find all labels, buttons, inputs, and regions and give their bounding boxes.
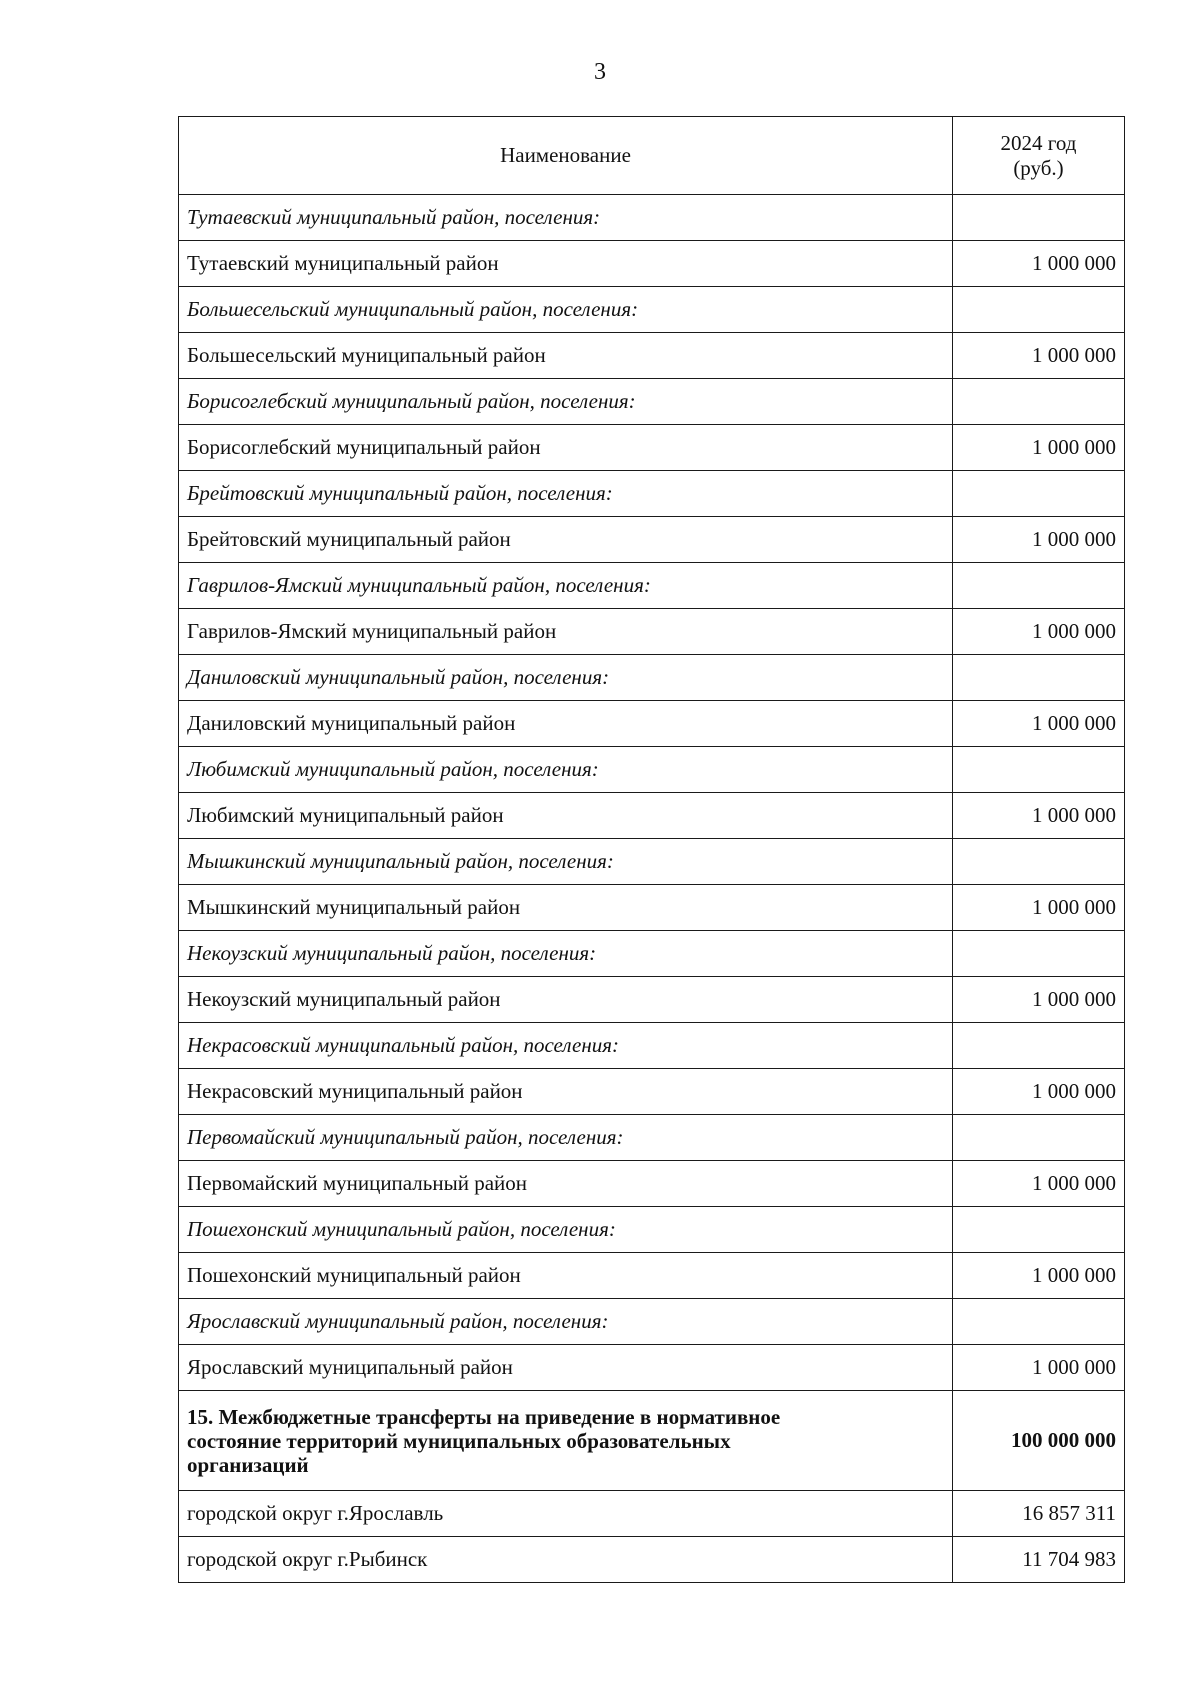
header-unit: (руб.) [1013,155,1064,180]
amount-cell [953,471,1125,517]
district-name: Некрасовский муниципальный район [179,1069,953,1115]
district-name: Пошехонский муниципальный район [179,1253,953,1299]
table-subheader-row [179,1299,1125,1345]
section-15 [179,1391,1125,1491]
amount-cell [953,379,1125,425]
district-group-label: Большесельский муниципальный район, поселения: [179,287,953,333]
table-row [179,1345,1125,1391]
table-subheader-row [179,379,1125,425]
amount-cell: 1 000 000 [953,793,1125,839]
district-name: Некоузский муниципальный район [179,977,953,1023]
table-row [179,425,1125,471]
amount-cell: 1 000 000 [953,1161,1125,1207]
district-group-label: Борисоглебский муниципальный район, поселения: [179,379,953,425]
section-15-title-line-1: 15. Межбюджетные трансферты на приведение в нормативное [187,1404,781,1429]
table-row [179,1069,1125,1115]
table-body [179,195,1125,1391]
header-value [953,117,1125,195]
amount-cell: 1 000 000 [953,425,1125,471]
table-row [179,241,1125,287]
district-name: Тутаевский муниципальный район [179,241,953,287]
table-row [179,1491,1125,1537]
district-name: Мышкинский муниципальный район [179,885,953,931]
page-number: 3 [594,59,606,85]
amount-cell: 1 000 000 [953,701,1125,747]
district-name: Большесельский муниципальный район [179,333,953,379]
amount-cell: 1 000 000 [953,333,1125,379]
amount-cell [953,931,1125,977]
header-year: 2024 год [1000,130,1077,155]
amount-cell [953,747,1125,793]
table-subheader-row [179,1023,1125,1069]
amount-cell [953,563,1125,609]
district-group-label: Пошехонский муниципальный район, поселения: [179,1207,953,1253]
district-name: Гаврилов-Ямский муниципальный район [179,609,953,655]
table-row [179,793,1125,839]
district-name: Первомайский муниципальный район [179,1161,953,1207]
section-15-title-line-3: организаций [187,1452,309,1477]
table-subheader-row [179,563,1125,609]
district-name: Борисоглебский муниципальный район [179,425,953,471]
amount-cell: 1 000 000 [953,1253,1125,1299]
district-name: Ярославский муниципальный район [179,1345,953,1391]
table-subheader-row [179,1207,1125,1253]
table-subheader-row [179,655,1125,701]
amount-cell: 11 704 983 [953,1537,1125,1583]
allocation-table [178,116,1125,1583]
district-group-label: Гаврилов-Ямский муниципальный район, поселения: [179,563,953,609]
section-15-title-line-2: состояние территорий муниципальных образовательных [187,1428,731,1453]
amount-cell [953,195,1125,241]
amount-cell: 1 000 000 [953,977,1125,1023]
amount-cell: 16 857 311 [953,1491,1125,1537]
table-row [179,1537,1125,1583]
amount-cell [953,1115,1125,1161]
district-group-label: Даниловский муниципальный район, поселения: [179,655,953,701]
header-name: Наименование [179,117,953,195]
section-15-title [179,1391,953,1491]
table-subheader-row [179,195,1125,241]
amount-cell [953,287,1125,333]
section-15-total: 100 000 000 [953,1391,1125,1491]
amount-cell [953,655,1125,701]
table-subheader-row [179,1115,1125,1161]
district-name: городской округ г.Ярославль [179,1491,953,1537]
amount-cell: 1 000 000 [953,517,1125,563]
district-name: Брейтовский муниципальный район [179,517,953,563]
amount-cell [953,1023,1125,1069]
district-name: Даниловский муниципальный район [179,701,953,747]
table-row [179,977,1125,1023]
district-group-label: Некрасовский муниципальный район, поселения: [179,1023,953,1069]
table-row [179,333,1125,379]
amount-cell [953,1207,1125,1253]
district-group-label: Тутаевский муниципальный район, поселения: [179,195,953,241]
table-row [179,609,1125,655]
amount-cell: 1 000 000 [953,241,1125,287]
section-15-body [179,1491,1125,1583]
district-name: Любимский муниципальный район [179,793,953,839]
district-group-label: Мышкинский муниципальный район, поселения: [179,839,953,885]
table-subheader-row [179,931,1125,977]
amount-cell [953,839,1125,885]
table-header-row [179,117,1125,195]
table-subheader-row [179,747,1125,793]
district-group-label: Некоузский муниципальный район, поселения: [179,931,953,977]
table-row [179,1161,1125,1207]
table-row [179,1253,1125,1299]
district-name: городской округ г.Рыбинск [179,1537,953,1583]
table-subheader-row [179,839,1125,885]
district-group-label: Брейтовский муниципальный район, поселения: [179,471,953,517]
amount-cell: 1 000 000 [953,885,1125,931]
table-row [179,885,1125,931]
district-group-label: Первомайский муниципальный район, поселения: [179,1115,953,1161]
district-group-label: Ярославский муниципальный район, поселения: [179,1299,953,1345]
amount-cell: 1 000 000 [953,1345,1125,1391]
section-15-row [179,1391,1125,1491]
table-subheader-row [179,471,1125,517]
amount-cell: 1 000 000 [953,609,1125,655]
amount-cell: 1 000 000 [953,1069,1125,1115]
district-group-label: Любимский муниципальный район, поселения: [179,747,953,793]
table-row [179,701,1125,747]
amount-cell [953,1299,1125,1345]
table-row [179,517,1125,563]
table-subheader-row [179,287,1125,333]
